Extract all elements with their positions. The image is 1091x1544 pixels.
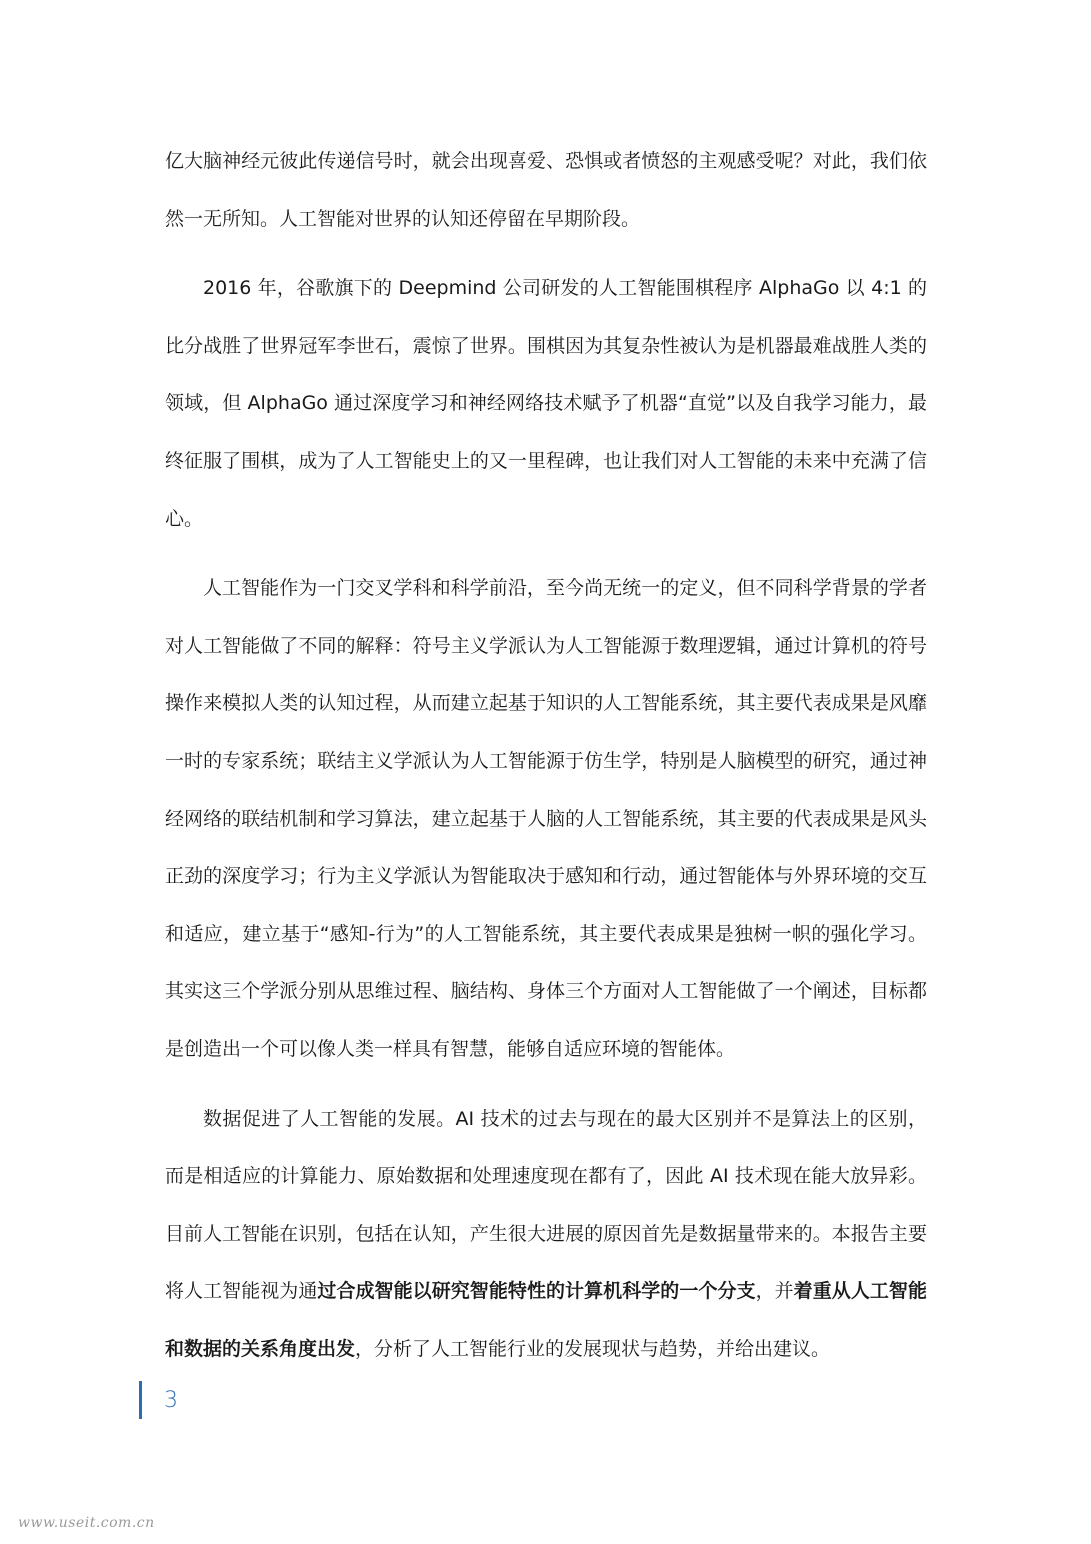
document-body [165, 133, 927, 1378]
page-number-accent-bar [139, 1381, 142, 1419]
paragraph-2: 2016 年，谷歌旗下的 Deepmind 公司研发的人工智能围棋程序 AlphaGo 以 4:1 的比分战胜了世界冠军李世石，震惊了世界。围棋因为其复杂性被认为是机器最难战胜人类的领域，但 AlphaGo 通过深度学习和神经网络技术赋予了机器“直觉”以及自我学习能力，最终征服了围棋，成为了人工智能史上的又一里程碑，也让我们对人工智能的未来中充满了信心。 [165, 277, 927, 530]
paragraph-4-bold-2: 着重从人工智能和数据的关系角度出发 [165, 1280, 927, 1360]
paragraph-1: 亿大脑神经元彼此传递信号时，就会出现喜爱、恐惧或者愤怒的主观感受呢？对此，我们依然一无所知。人工智能对世界的认知还停留在早期阶段。 [165, 150, 927, 230]
paragraph-4 [165, 1091, 927, 1379]
paragraph-3: 人工智能作为一门交叉学科和科学前沿，至今尚无统一的定义，但不同科学背景的学者对人工智能做了不同的解释：符号主义学派认为人工智能源于数理逻辑，通过计算机的符号操作来模拟人类的认知过程，从而建立起基于知识的人工智能系统，其主要代表成果是风靡一时的专家系统；联结主义学派认为人工智能源于仿生学，特别是人脑模型的研究，通过神经网络的联结机制和学习算法，建立起基于人脑的人工智能系统，其主要的代表成果是风头正劲的深度学习；行为主义学派认为智能取决于感知和行动，通过智能体与外界环境的交互和适应，建立基于“感知-行为”的人工智能系统，其主要代表成果是独树一帜的强化学习。其实这三个学派分别从思维过程、脑结构、身体三个方面对人工智能做了一个阐述，目标都是创造出一个可以像人类一样具有智慧，能够自适应环境的智能体。 [165, 577, 927, 1060]
watermark: www.useit.com.cn [18, 1515, 155, 1531]
paragraph-4-text-3: ，分析了人工智能行业的发展现状与趋势，并给出建议。 [355, 1337, 831, 1360]
page-number: 3 [164, 1387, 178, 1413]
page-footer [139, 1381, 178, 1419]
paragraph-4-text-1: 数据促进了人工智能的发展。AI 技术的过去与现在的最大区别并不是算法上的区别，而是相适应的计算能力、原始数据和处理速度现在都有了，因此 AI 技术现在能大放异彩。目前人工智能在识别，包括在认知，产生很大进展的原因首先是数据量带来的。本报告主要将人工智能视为通 [165, 1107, 927, 1303]
paragraph-4-bold-1: 过合成智能以研究智能特性的计算机科学的一个分支 [317, 1280, 756, 1303]
paragraph-4-text-2: ，并 [755, 1280, 794, 1303]
